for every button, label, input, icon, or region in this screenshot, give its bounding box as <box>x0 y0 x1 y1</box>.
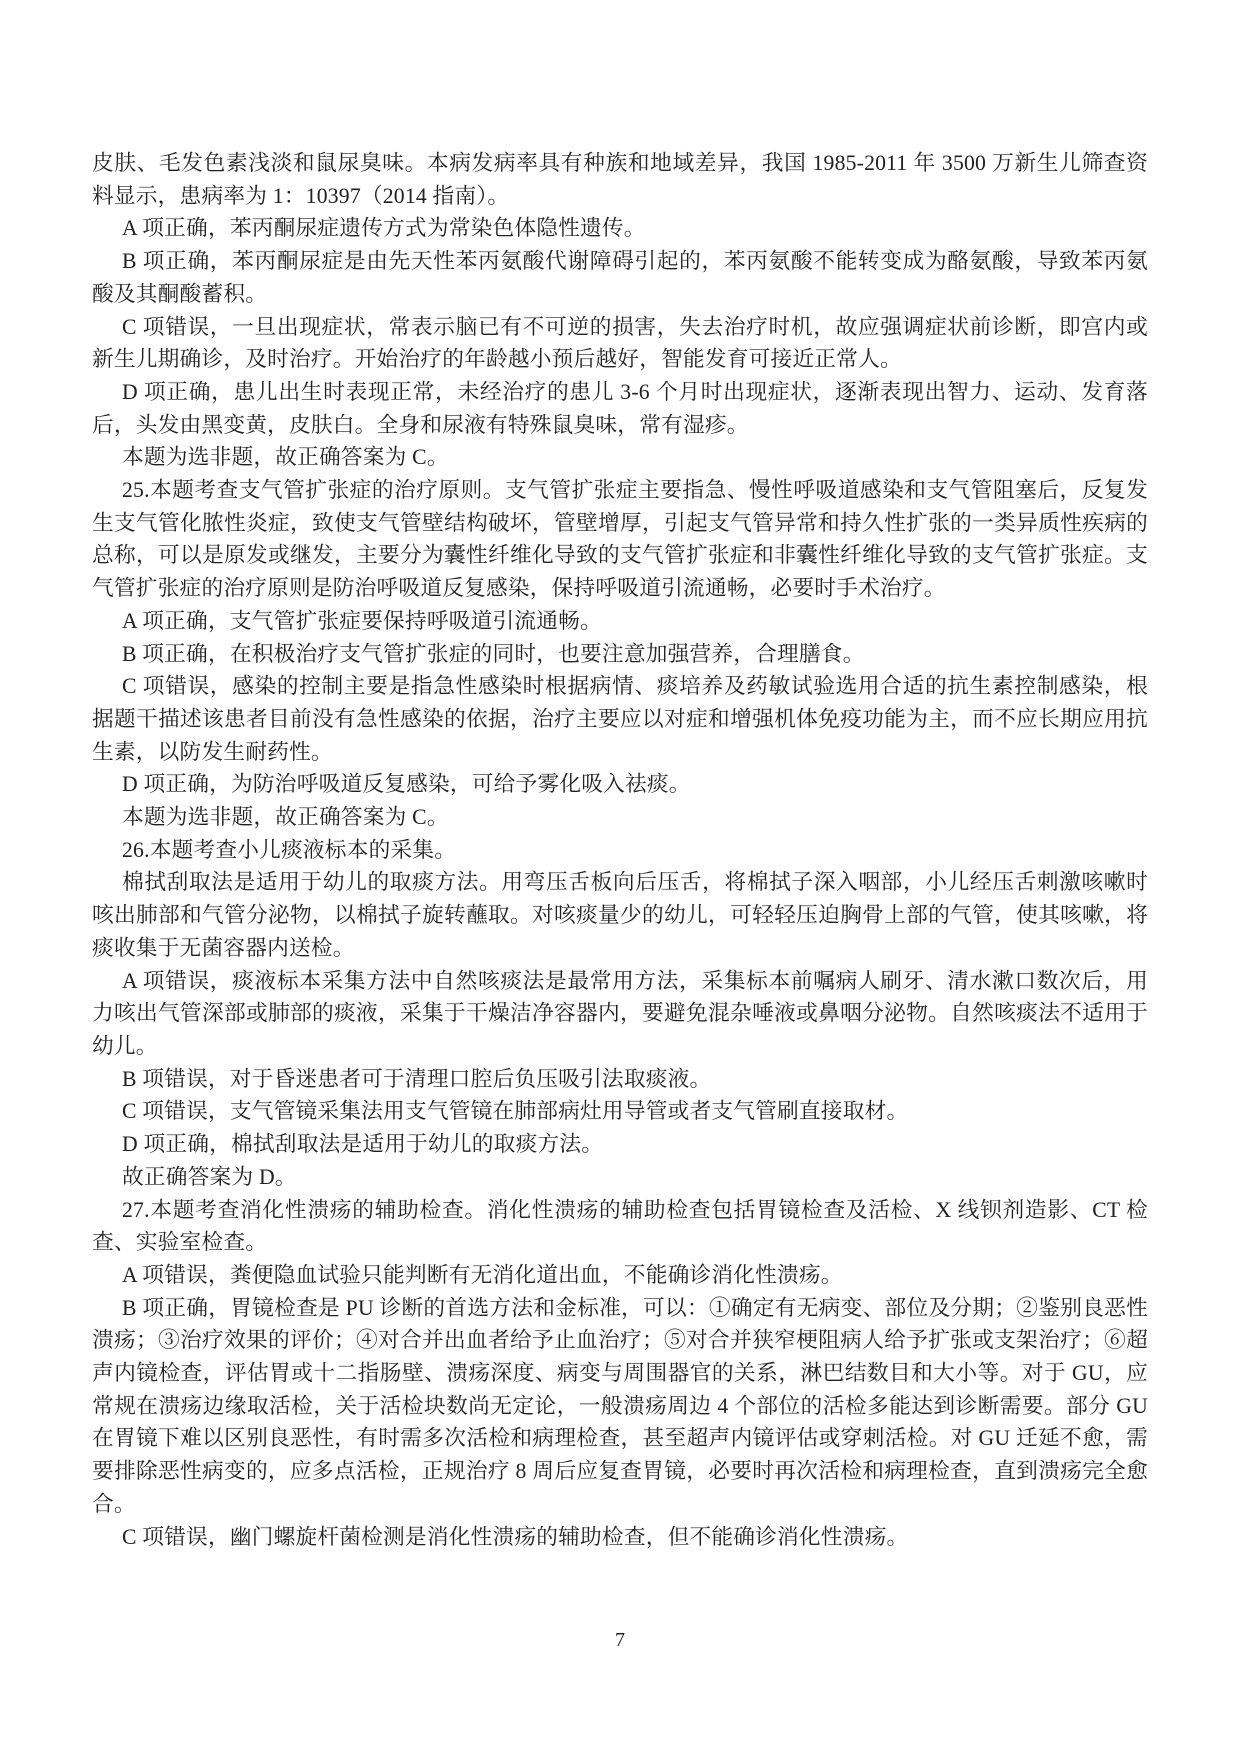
paragraph: D 项正确，患儿出生时表现正常，未经治疗的患儿 3-6 个月时出现症状，逐渐表现出智力、运动、发育落后，头发由黑变黄，皮肤白。全身和尿液有特殊鼠臭味，常有湿疹。 <box>92 379 1148 437</box>
paragraph: 皮肤、毛发色素浅淡和鼠尿臭味。本病发病率具有种族和地域差异，我国 1985-2011 年 3500 万新生儿筛查资料显示，患病率为 1：10397（2014 指南）。 <box>92 151 1148 208</box>
paragraph: B 项错误，对于昏迷患者可于清理口腔后负压吸引法取痰液。 <box>122 1066 712 1091</box>
paragraph: 26.本题考查小儿痰液标本的采集。 <box>122 837 457 862</box>
paragraph: 故正确答案为 D。 <box>122 1164 297 1189</box>
page-number: 7 <box>615 1629 625 1651</box>
paragraph: 本题为选非题，故正确答案为 C。 <box>122 445 449 470</box>
paragraph: C 项错误，幽门螺旋杆菌检测是消化性溃疡的辅助检查，但不能确诊消化性溃疡。 <box>122 1524 909 1549</box>
paragraph: A 项错误，粪便隐血试验只能判断有无消化道出血，不能确诊消化性溃疡。 <box>122 1262 843 1287</box>
paragraph: A 项正确，苯丙酮尿症遗传方式为常染色体隐性遗传。 <box>122 216 646 241</box>
paragraph: B 项正确，胃镜检查是 PU 诊断的首选方法和金标准，可以：①确定有无病变、部位及分期；②鉴别良恶性溃疡；③治疗效果的评价；④对合并出血者给予止血治疗；⑤对合并狭窄梗阻病人给予扩张或支架治疗；⑥超声内镜检查，评估胃或十二指肠壁、溃疡深度、病变与周围器官的关系，淋巴结数目和大小等。对于 GU，应常规在溃疡边缘取活检，关于活检块数尚无定论，一般溃疡周边 4 个部位的活检多能达到诊断需要。部分 GU 在胃镜下难以区别良恶性，有时需多次活检和病理检查，甚至超声内镜评估或穿刺活检。对 GU 迁延不愈，需要排除恶性病变的，应多点活检，正规治疗 8 周后应复查胃镜，必要时再次活检和病理检查，直到溃疡完全愈合。 <box>92 1295 1148 1516</box>
paragraph: 棉拭刮取法是适用于幼儿的取痰方法。用弯压舌板向后压舌，将棉拭子深入咽部，小儿经压舌刺激咳嗽时咳出肺部和气管分泌物，以棉拭子旋转蘸取。对咳痰量少的幼儿，可轻轻压迫胸骨上部的气管，使其咳嗽，将痰收集于无菌容器内送检。 <box>92 870 1148 960</box>
paragraph: A 项错误，痰液标本采集方法中自然咳痰法是最常用方法，采集标本前嘱病人刷牙、清水漱口数次后，用力咳出气管深部或肺部的痰液，采集于干燥洁净容器内，要避免混杂唾液或鼻咽分泌物。自然咳痰法不适用于幼儿。 <box>92 968 1148 1058</box>
paragraph: 27.本题考查消化性溃疡的辅助检查。消化性溃疡的辅助检查包括胃镜检查及活检、X 线钡剂造影、CT 检查、实验室检查。 <box>92 1197 1148 1255</box>
paragraph: 25.本题考查支气管扩张症的治疗原则。支气管扩张症主要指急、慢性呼吸道感染和支气管阻塞后，反复发生支气管化脓性炎症，致使支气管壁结构破坏，管壁增厚，引起支气管异常和持久性扩张的一类异质性疾病的总称，可以是原发或继发，主要分为囊性纤维化导致的支气管扩张症和非囊性纤维化导致的支气管扩张症。支气管扩张症的治疗原则是防治呼吸道反复感染，保持呼吸道引流通畅，必要时手术治疗。 <box>92 478 1148 601</box>
paragraph: D 项正确，棉拭刮取法是适用于幼儿的取痰方法。 <box>122 1132 604 1157</box>
paragraph: C 项错误，一旦出现症状，常表示脑已有不可逆的损害，失去治疗时机，故应强调症状前诊断，即宫内或新生儿期确诊，及时治疗。开始治疗的年龄越小预后越好，智能发育可接近正常人。 <box>92 314 1148 372</box>
paragraph: C 项错误，支气管镜采集法用支气管镜在肺部病灶用导管或者支气管刷直接取材。 <box>122 1099 909 1124</box>
paragraph: B 项正确，在积极治疗支气管扩张症的同时，也要注意加强营养，合理膳食。 <box>122 641 865 666</box>
paragraph: A 项正确，支气管扩张症要保持呼吸道引流通畅。 <box>122 608 602 633</box>
paragraph: B 项正确，苯丙酮尿症是由先天性苯丙氨酸代谢障碍引起的，苯丙氨酸不能转变成为酪氨酸，导致苯丙氨酸及其酮酸蓄积。 <box>92 249 1148 306</box>
paragraph: D 项正确，为防治呼吸道反复感染，可给予雾化吸入祛痰。 <box>122 772 691 797</box>
paragraph: 本题为选非题，故正确答案为 C。 <box>122 805 449 830</box>
document-body <box>92 147 1148 1553</box>
paragraph: C 项错误，感染的控制主要是指急性感染时根据病情、痰培养及药敏试验选用合适的抗生素控制感染，根据题干描述该患者目前没有急性感染的依据，治疗主要应以对症和增强机体免疫功能为主，而不应长期应用抗生素，以防发生耐药性。 <box>92 674 1148 764</box>
